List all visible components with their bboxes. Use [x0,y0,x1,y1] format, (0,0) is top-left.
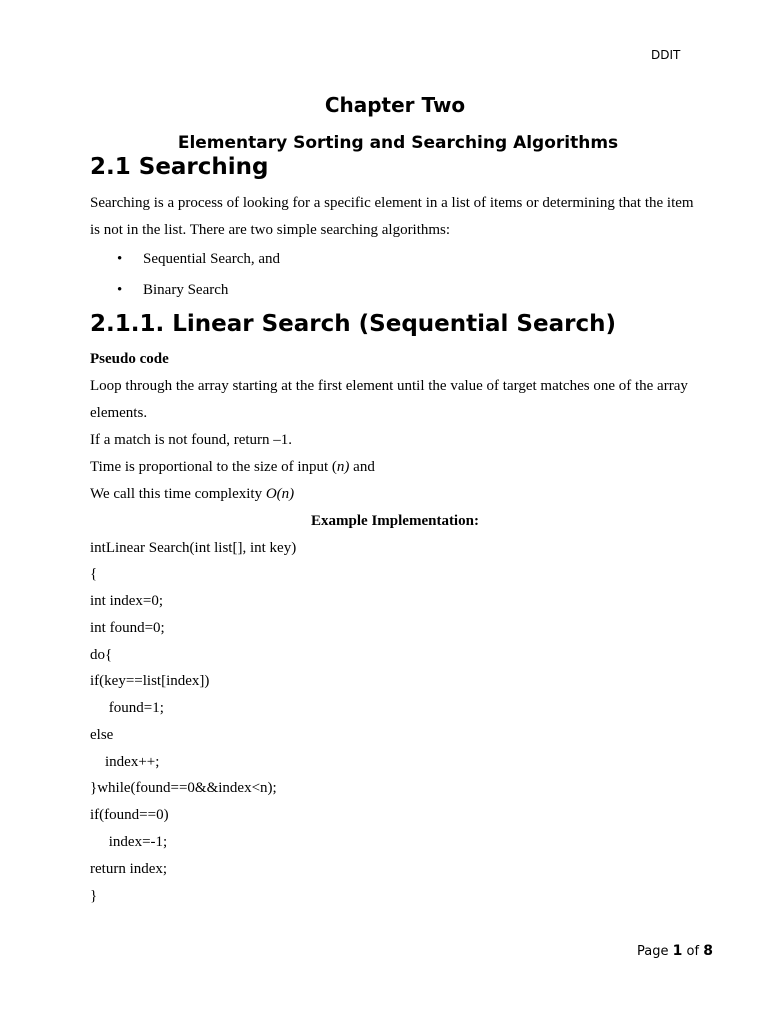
code-line: if(found==0) [90,807,169,823]
searching-paragraph-line-1: Searching is a process of looking for a specific element in a list of items or determining that the item [90,195,694,211]
bullet-marker: • [117,251,123,267]
page-number-footer [637,942,713,961]
code-line: int index=0; [90,593,164,609]
code-line: else [90,727,114,743]
pseudo-line-4-italic: n) [336,459,350,475]
pseudo-line-3: If a match is not found, return –1. [90,432,293,448]
footer-page-number: 1 [672,943,683,959]
bullet-marker: • [117,282,123,298]
pseudo-line-4-pre: Time is proportional to the size of input ( [90,459,337,475]
section-heading-linear-search: 2.1.1. Linear Search (Sequential Search) [90,311,616,337]
footer-page-word: Page [637,944,669,959]
code-line: return index; [90,861,168,877]
bullet-item-binary-search: Binary Search [143,282,229,298]
pseudo-code-label: Pseudo code [90,351,169,367]
code-line: } [90,888,98,904]
code-line: do{ [90,647,113,663]
footer-of-word: of [686,944,700,959]
code-line: found=1; [90,700,164,716]
chapter-subtitle: Elementary Sorting and Searching Algorithms [177,133,619,153]
section-heading-searching: 2.1 Searching [90,154,269,180]
pseudo-line-5 [90,484,294,504]
searching-paragraph-line-2: is not in the list. There are two simple searching algorithms: [90,222,451,238]
pseudo-line-5-italic: O(n) [265,486,295,502]
code-line: int found=0; [90,620,165,636]
code-line: }while(found==0&&index<n); [90,780,277,796]
pseudo-line-4 [90,457,375,477]
header-org: DDIT [651,48,681,62]
chapter-title: Chapter Two [324,93,466,117]
code-line: intLinear Search(int list[], int key) [90,540,297,556]
code-line: if(key==list[index]) [90,673,210,689]
code-line: { [90,566,98,582]
example-implementation-label: Example Implementation: [311,513,479,529]
bullet-item-sequential-search: Sequential Search, and [143,251,281,267]
pseudo-line-2: elements. [90,405,148,421]
footer-page-total: 8 [703,943,713,959]
code-line: index++; [90,754,160,770]
pseudo-line-4-post: and [349,459,375,475]
pseudo-line-1: Loop through the array starting at the first element until the value of target matches one of the array [90,378,688,394]
code-line: index=-1; [90,834,168,850]
pseudo-line-5-pre: We call this time complexity [90,486,266,502]
